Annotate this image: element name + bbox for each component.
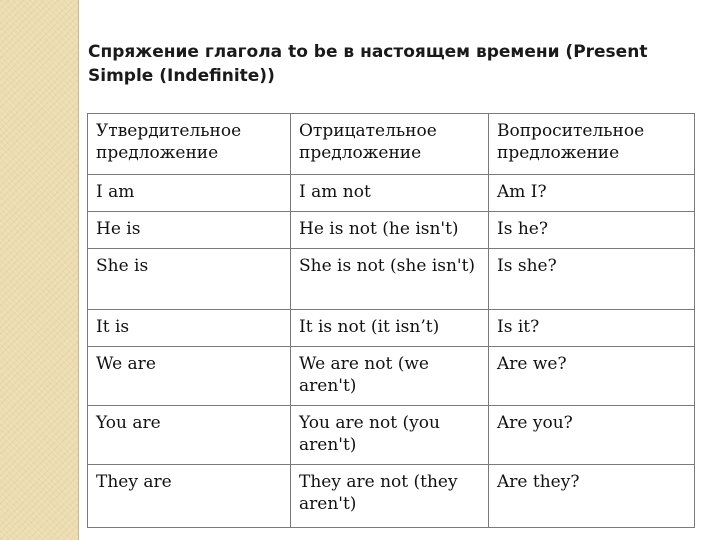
table-row	[88, 310, 695, 347]
cell-interrogative: Are we?	[489, 347, 695, 406]
conjugation-table-container	[87, 113, 694, 528]
cell-interrogative: Are they?	[489, 465, 695, 528]
cell-interrogative: Is he?	[489, 212, 695, 249]
cell-negative: You are not (you aren't)	[291, 406, 489, 465]
header-negative: Отрицательное предложение	[291, 114, 489, 175]
table-row	[88, 249, 695, 310]
cell-affirmative: I am	[88, 175, 291, 212]
cell-negative: She is not (she isn't)	[291, 249, 489, 310]
table-row	[88, 212, 695, 249]
cell-affirmative: We are	[88, 347, 291, 406]
slide-title: Спряжение глагола to be в настоящем времени (Present Simple (Indefinite))	[88, 42, 648, 86]
header-affirmative: Утвердительное предложение	[88, 114, 291, 175]
cell-negative: It is not (it isn’t)	[291, 310, 489, 347]
table-header-row	[88, 114, 695, 175]
cell-affirmative: They are	[88, 465, 291, 528]
header-interrogative: Вопросительное предложение	[489, 114, 695, 175]
decorative-side-strip	[0, 0, 79, 540]
cell-interrogative: Are you?	[489, 406, 695, 465]
table-row	[88, 175, 695, 212]
cell-negative: They are not (they aren't)	[291, 465, 489, 528]
cell-negative: He is not (he isn't)	[291, 212, 489, 249]
cell-affirmative: You are	[88, 406, 291, 465]
cell-negative: I am not	[291, 175, 489, 212]
cell-affirmative: It is	[88, 310, 291, 347]
cell-affirmative: He is	[88, 212, 291, 249]
table-row	[88, 347, 695, 406]
cell-interrogative: Is it?	[489, 310, 695, 347]
cell-affirmative: She is	[88, 249, 291, 310]
conjugation-table	[87, 113, 695, 528]
table-row	[88, 406, 695, 465]
cell-interrogative: Is she?	[489, 249, 695, 310]
table-row	[88, 465, 695, 528]
cell-interrogative: Am I?	[489, 175, 695, 212]
cell-negative: We are not (we aren't)	[291, 347, 489, 406]
